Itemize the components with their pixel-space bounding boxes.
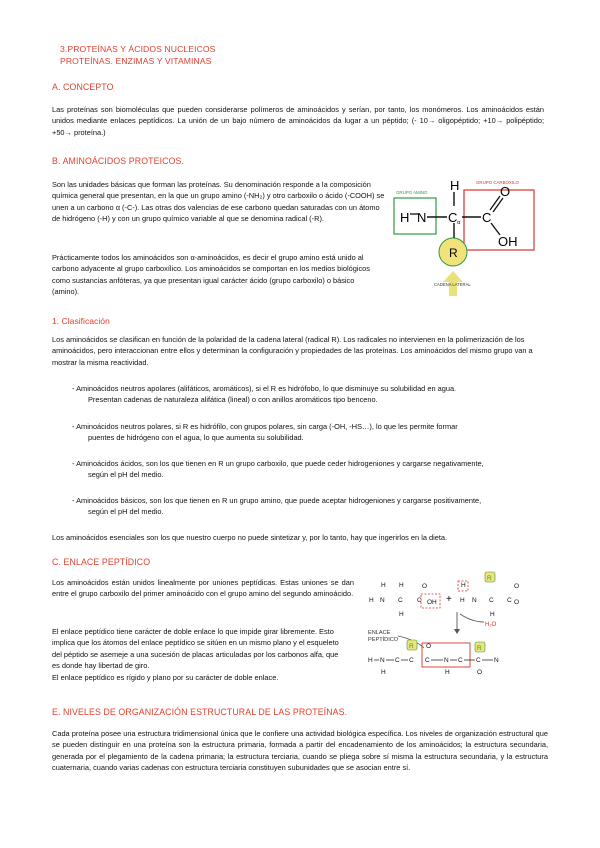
radical-r-label-2: R: [477, 645, 482, 652]
svg-text:H: H: [445, 669, 450, 676]
document-header-subtitle: PROTEÍNAS. ENZIMAS Y VITAMINAS: [60, 56, 212, 66]
svg-text:N: N: [380, 657, 385, 664]
svg-text:H: H: [368, 657, 373, 664]
classification-item-text: - Aminoácidos ácidos, son los que tienen en R un grupo carboxilo, que puede ceder hidrogeniones y cargarse negativamente,: [72, 459, 484, 468]
svg-text:H: H: [399, 611, 404, 618]
amino-group-label: GRUPO AMINO: [396, 190, 428, 195]
alpha-symbol: α: [457, 220, 461, 226]
atom-h-top: H: [450, 178, 460, 193]
atom-c-carboxyl: C: [482, 210, 492, 225]
peptide-bond-label-1: ENLACE: [368, 630, 391, 636]
svg-text:H: H: [381, 582, 386, 589]
svg-text:H: H: [369, 597, 374, 604]
section-b1-closing: Los aminoácidos esenciales son los que nuestro cuerpo no puede sintetizar y, por lo tanto, hay que ingerirlos en la dieta.: [52, 533, 448, 542]
section-b-title: B. AMINOÁCIDOS PROTEICOS.: [52, 156, 185, 166]
section-a-body: Las proteínas son biomoléculas que pueden considerarse polímeros de aminoácidos y serían, por tanto, los monómeros. Los aminoácidos están unidos mediante enlaces peptídicos. La unión de un bajo número de aminoácidos da lugar a un péptido; (- 10→ oligopéptido; +10→ polipéptido; +50→ proteína.): [52, 105, 544, 137]
classification-item: [72, 495, 550, 517]
document-header-title: 3.PROTEÍNAS Y ÁCIDOS NUCLEICOS: [60, 44, 216, 54]
section-b-paragraph-1: Son las unidades básicas que forman las proteínas. Su denominación responde a la composición química general que presentan, en la que un grupo amino (-NH₂) y otro carboxilo o ácido (-COOH) se unen a un carbono α (-C-). Las otras dos valencias de ese carbono quedan saturadas con un átomo de hidrógeno (-H) y con un grupo químico variable al que se denomina radical (-R).: [52, 180, 385, 224]
section-b-paragraph-2: Prácticamente todos los aminoácidos son α-aminoácidos, es decir el grupo amino está unido al carbono adyacente al grupo carboxílico. Los aminoácidos se comportan en los medios biológicos como sustancias anfóteras, ya que presentan igual carácter ácido (grupo carboxilo) o básico (amino).: [52, 253, 370, 297]
classification-item: [72, 458, 550, 480]
classification-item-continuation: según el pH del medio.: [88, 470, 164, 480]
carboxyl-group-label: GRUPO CARBOXILO: [476, 180, 519, 185]
svg-text:O: O: [514, 599, 520, 606]
atom-oh: OH: [498, 234, 518, 249]
svg-text:C: C: [395, 657, 400, 664]
radical-r-label: R: [487, 575, 492, 582]
section-c-paragraph-3: El enlace peptídico es rígido y plano por su carácter de doble enlace.: [52, 673, 279, 682]
svg-text:N: N: [472, 597, 477, 604]
classification-item-text: - Aminoácidos neutros polares, si R es hidrófilo, con grupos polares, sin carga (-OH, -HS…), lo que les permite formar: [72, 422, 458, 431]
peptide-bond-label-2: PEPTÍDICO: [368, 637, 399, 643]
section-b1-intro: Los aminoácidos se clasifican en función de la polaridad de la cadena lateral (radical R). Los radicales no intervienen en la polimerización de los aminoácidos, pero interaccionan entre ellos y determinan la configuración y propiedades de las proteínas. Los aminoácidos del mismo grupo van a mostrar la misma reactividad.: [52, 335, 533, 367]
section-e-title: E. NIVELES DE ORGANIZACIÓN ESTRUCTURAL DE LAS PROTEÍNAS.: [52, 707, 348, 717]
svg-text:N: N: [380, 597, 385, 604]
svg-text:C: C: [507, 597, 512, 604]
section-c-paragraph-2: El enlace peptídico tiene carácter de doble enlace lo que impide girar libremente. Esto implica que los átomos del enlace peptídico se sitúen en un mismo plano y el esqueleto del péptido se asemeje a una sucesión de placas articuladas por los carbonos alfa, que es donde hay libertad de giro.: [52, 627, 339, 671]
svg-text:C: C: [398, 597, 403, 604]
peptide-bond-diagram: [364, 570, 550, 676]
atom-r: R: [449, 246, 458, 260]
svg-text:H: H: [381, 669, 386, 676]
side-chain-label: CADENA LATERAL: [434, 282, 471, 287]
svg-text:O: O: [514, 583, 520, 590]
svg-text:O: O: [422, 583, 428, 590]
classification-item-text: - Aminoácidos básicos, son los que tienen en R un grupo amino, que puede aceptar hidrogeniones y cargarse positivamente,: [72, 496, 482, 505]
svg-text:C: C: [489, 597, 494, 604]
svg-text:C: C: [458, 657, 463, 664]
atom-h: H: [400, 210, 410, 225]
section-e-body: Cada proteína posee una estructura tridimensional única que le confiere una actividad biológica específica. Los niveles de organización estructural que se pueden distinguir en una proteína son la estructura primaria, formada a partir del encadenamiento de los aminoácidos; la estructura secundaria, generada por el plegamiento de la cadena primaria; la estructura terciaria, cuando se pliega sobre sí misma la estructura secundaria, y la estructura cuaternaria, cuando varias cadenas con estructura terciaria constituyen subunidades que se asocian entre sí.: [52, 729, 548, 773]
classification-item: [72, 383, 550, 405]
plus-sign: +: [446, 594, 452, 605]
svg-text:C: C: [425, 657, 430, 664]
svg-text:O: O: [426, 643, 432, 650]
section-a-title: A. CONCEPTO: [52, 82, 114, 92]
amino-acid-structure-diagram: [392, 172, 552, 298]
svg-text:C: C: [417, 597, 422, 604]
svg-text:C: C: [476, 657, 481, 664]
section-c-paragraph-1: Los aminoácidos están unidos linealmente por uniones peptídicas. Estas uniones se dan entre el grupo carboxilo del primer aminoácido con el grupo amino del segundo aminoácido.: [52, 578, 354, 599]
water-label: H₂O: [485, 622, 497, 628]
section-c-title: C. ENLACE PEPTÍDICO: [52, 557, 151, 567]
atom-o: O: [500, 184, 511, 199]
svg-text:H: H: [399, 582, 404, 589]
classification-item-continuation: puentes de hidrógeno con el agua, lo que aumenta su solubilidad.: [88, 433, 304, 443]
atom-n: N: [417, 210, 427, 225]
classification-item: [72, 421, 550, 443]
svg-text:O: O: [477, 669, 483, 676]
radical-r-label-3: R: [409, 643, 414, 650]
svg-text:N: N: [444, 657, 449, 664]
svg-text:H: H: [461, 582, 466, 589]
svg-text:H: H: [490, 611, 495, 618]
svg-text:N: N: [494, 657, 499, 664]
svg-text:H: H: [460, 597, 465, 604]
atom-c-alpha: C: [448, 210, 458, 225]
section-b1-title: 1. Clasificación: [52, 316, 110, 326]
classification-item-continuation: Presentan cadenas de naturaleza alifática (lineal) o con anillos aromáticos tipo benceno.: [88, 395, 378, 405]
svg-text:OH: OH: [427, 599, 437, 606]
svg-text:C: C: [409, 657, 414, 664]
classification-item-text: - Aminoácidos neutros apolares (alifáticos, aromáticos), si el R es hidrófobo, lo que disminuye su solubilidad en agua.: [72, 384, 457, 393]
classification-item-continuation: según el pH del medio.: [88, 507, 164, 517]
